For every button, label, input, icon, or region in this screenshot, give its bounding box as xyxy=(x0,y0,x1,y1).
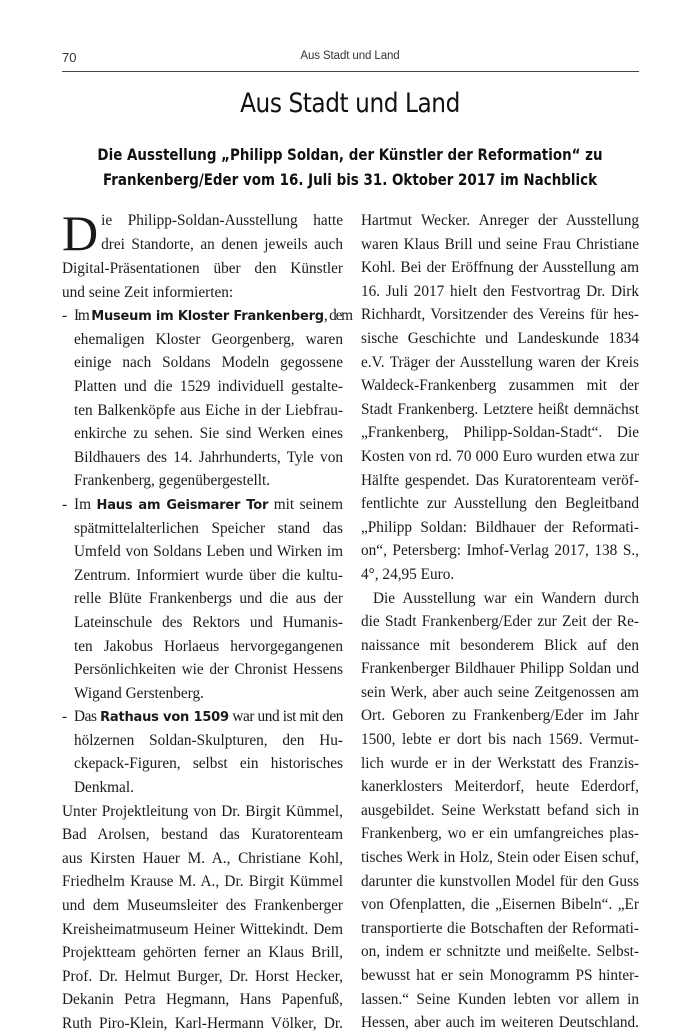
text-line: Ort. Geboren zu Frankenberg/Eder im Jahr xyxy=(361,707,639,725)
text-line: on“, Petersberg: Imhof-Verlag 2017, 138 S., xyxy=(361,542,639,560)
text-line: Frankenberg, gegenübergestellt. xyxy=(74,472,271,490)
text-line: „Philipp Soldan: Bildhauer der Reformati- xyxy=(361,518,639,536)
location-rathaus: Rathaus von 1509 xyxy=(100,710,229,726)
text-line: und seine Zeit informierten: xyxy=(62,283,234,301)
text-line: Persönlichkeiten wie der Chronist Hessens xyxy=(74,661,343,679)
text-line: Projektteam gehörten ferner an Klaus Brill, xyxy=(62,944,343,962)
right-column xyxy=(361,209,639,1035)
running-title: Aus Stadt und Land xyxy=(300,50,400,62)
text-line: drei Standorte, an denen jeweils auch xyxy=(101,235,343,253)
text-line: Kosten von rd. 70 000 Euro wurden etwa zur xyxy=(361,447,639,465)
article-title: Aus Stadt und Land xyxy=(240,88,460,119)
text-line: waren Klaus Brill und seine Frau Christiane xyxy=(361,235,639,253)
text-line: on, indem er schnitzte und meißelte. Selbst- xyxy=(361,943,639,961)
location-haus: Haus am Geismarer Tor xyxy=(96,497,269,513)
text-line: Richhardt, Vorsitzender des Vereins für hes- xyxy=(361,306,639,324)
text-line: relle Blüte Frankenbergs und die aus der xyxy=(74,590,343,608)
text-line: Unter Projektleitung von Dr. Birgit Kümmel, xyxy=(62,802,343,820)
text-line: Stadt Frankenberg. Letztere heißt demnächst xyxy=(361,400,639,418)
drop-cap: D xyxy=(62,205,99,261)
text-line: „Frankenberg, Philipp-Soldan-Stadt“. Die xyxy=(361,424,639,442)
text-line: Hessen, aber auch im weiteren Deutschland. xyxy=(361,1014,639,1032)
text-line: transportierte die Botschaften der Reformati- xyxy=(361,919,639,937)
text-line: enkirche zu sehen. Sie sind Werken eines xyxy=(74,425,343,443)
text-line: spätmittelalterlichen Speicher stand das xyxy=(74,519,343,537)
text-line: Zentrum. Informiert wurde über die kultu- xyxy=(74,566,343,584)
text-line: ten Balkenköpfe aus Eiche in der Liebfrau- xyxy=(74,401,343,419)
text-line: 1500, lebte er dort bis nach 1569. Vermut- xyxy=(361,731,639,749)
text-line: 4°, 24,95 Euro. xyxy=(361,565,455,583)
text-line: Dekanin Petra Hegmann, Hans Papenfuß, xyxy=(62,991,343,1009)
text-line: die Stadt Frankenberg/Eder zur Zeit der Re- xyxy=(361,613,639,631)
text-line: ausgebildet. Seine Werkstatt befand sich in xyxy=(361,801,639,819)
location-museum: Museum im Kloster Frankenberg xyxy=(91,309,324,325)
left-column xyxy=(62,205,352,1036)
text-line: ie Philipp-Soldan-Ausstellung hatte xyxy=(101,212,343,229)
text-line: Digital-Präsentationen über den Künstler xyxy=(62,260,343,277)
text-line: Platten und die 1529 individuell gestalte- xyxy=(74,377,343,395)
text-line: aus Kirsten Hauer M. A., Christiane Kohl, xyxy=(62,849,343,867)
text-line: sein Werk, aber auch seine Zeitgenossen am xyxy=(361,683,639,701)
text-line: von Ofenplatten, die „Eisernen Bibeln“. „Er xyxy=(361,896,639,914)
text-line: 16. Juli 2017 hielt den Festvortrag Dr. Dirk xyxy=(361,282,639,300)
list-item-rathaus: - Das Rathaus von 1509 war und ist mit den xyxy=(62,705,343,729)
text-line: bewusst hat er sein Monogramm PS hinter- xyxy=(361,967,639,984)
subtitle-line: Frankenberg/Eder vom 16. Juli bis 31. Oktober 2017 im Nachblick xyxy=(102,170,598,189)
text-line: Kohl. Bei der Eröffnung der Ausstellung am xyxy=(361,259,639,277)
article-subtitle xyxy=(56,142,644,192)
text-line: e.V. Träger der Ausstellung waren der Kreis xyxy=(361,353,639,371)
text-line: Bildhauers des 14. Jahrhunderts, Tyle von xyxy=(74,448,343,466)
header-rule xyxy=(62,71,639,72)
text-line: Denkmal. xyxy=(74,779,134,797)
text-line: lich wurde er in der Werkstatt des Franzis- xyxy=(361,754,639,772)
text-line: Hälfte gespendet. Das Kuratorenteam veröf- xyxy=(361,471,639,489)
dash-bullet: - xyxy=(62,708,67,726)
text-line: einige nach Soldans Modeln gegossene xyxy=(74,354,343,372)
text-line: Hartmut Wecker. Anreger der Ausstellung xyxy=(361,212,639,229)
dash-bullet: - xyxy=(62,307,66,325)
text-line: darunter die kunstvollen Model für den Guss xyxy=(361,872,639,890)
text-line: Umfeld von Soldans Leben und Wirken im xyxy=(74,543,343,561)
text-line: lassen.“ Seine Kunden lebten vor allem in xyxy=(361,990,639,1008)
text-line: Frankenberg, wo er ein umfangreiches plas- xyxy=(361,825,639,843)
text-line: hölzernen Soldan-Skulpturen, den Hu- xyxy=(74,731,343,749)
text-line: und dem Museumsleiter des Frankenberger xyxy=(62,897,343,915)
text-line: Lateinschule des Rektors und Humanis- xyxy=(74,613,343,631)
subtitle-line: Die Ausstellung „Philipp Soldan, der Künstler der Reformation“ zu xyxy=(97,145,603,164)
text-line: Die Ausstellung war ein Wandern durch xyxy=(373,589,639,607)
text-line: ckepack-Figuren, selbst ein historisches xyxy=(74,755,343,773)
text-line: sische Geschichte und Landeskunde 1834 xyxy=(361,329,639,347)
text-line: ten Jakobus Horlaeus hervorgegangenen xyxy=(74,637,343,655)
text-line: kanerklosters Meiterdorf, heute Ederdorf, xyxy=(361,778,639,796)
page-number: 70 xyxy=(62,50,77,65)
text-line: naissance mit besonderem Blick auf den xyxy=(361,636,639,654)
list-item-haus: - Im Haus am Geismarer Tor mit seinem xyxy=(62,493,343,517)
text-line: tisches Werk in Holz, Stein oder Eisen schuf, xyxy=(361,849,639,867)
text-line: ehemaligen Kloster Georgenberg, waren xyxy=(74,330,343,348)
text-line: Bad Arolsen, bestand das Kuratorenteam xyxy=(62,826,343,844)
text-line: Ruth Piro-Klein, Karl-Hermann Völker, Dr. xyxy=(62,1015,343,1032)
list-item-museum: - Im Museum im Kloster Frankenberg, dem xyxy=(62,304,343,328)
running-head xyxy=(62,50,638,66)
text-line: Frankenberger Bildhauer Philipp Soldan und xyxy=(361,660,639,678)
text-line: Prof. Dr. Helmut Burger, Dr. Horst Hecker, xyxy=(62,967,343,985)
text-line: Waldeck-Frankenberg zusammen mit der xyxy=(361,377,639,395)
text-line: Wigand Gerstenberg. xyxy=(74,684,204,702)
dash-bullet: - xyxy=(62,495,68,513)
text-line: fentlichte zur Ausstellung den Begleitband xyxy=(361,495,639,513)
text-line: Kreisheimatmuseum Heiner Wittekindt. Dem xyxy=(62,920,343,938)
text-line: Friedhelm Krause M. A., Dr. Birgit Kümmel xyxy=(62,873,343,891)
